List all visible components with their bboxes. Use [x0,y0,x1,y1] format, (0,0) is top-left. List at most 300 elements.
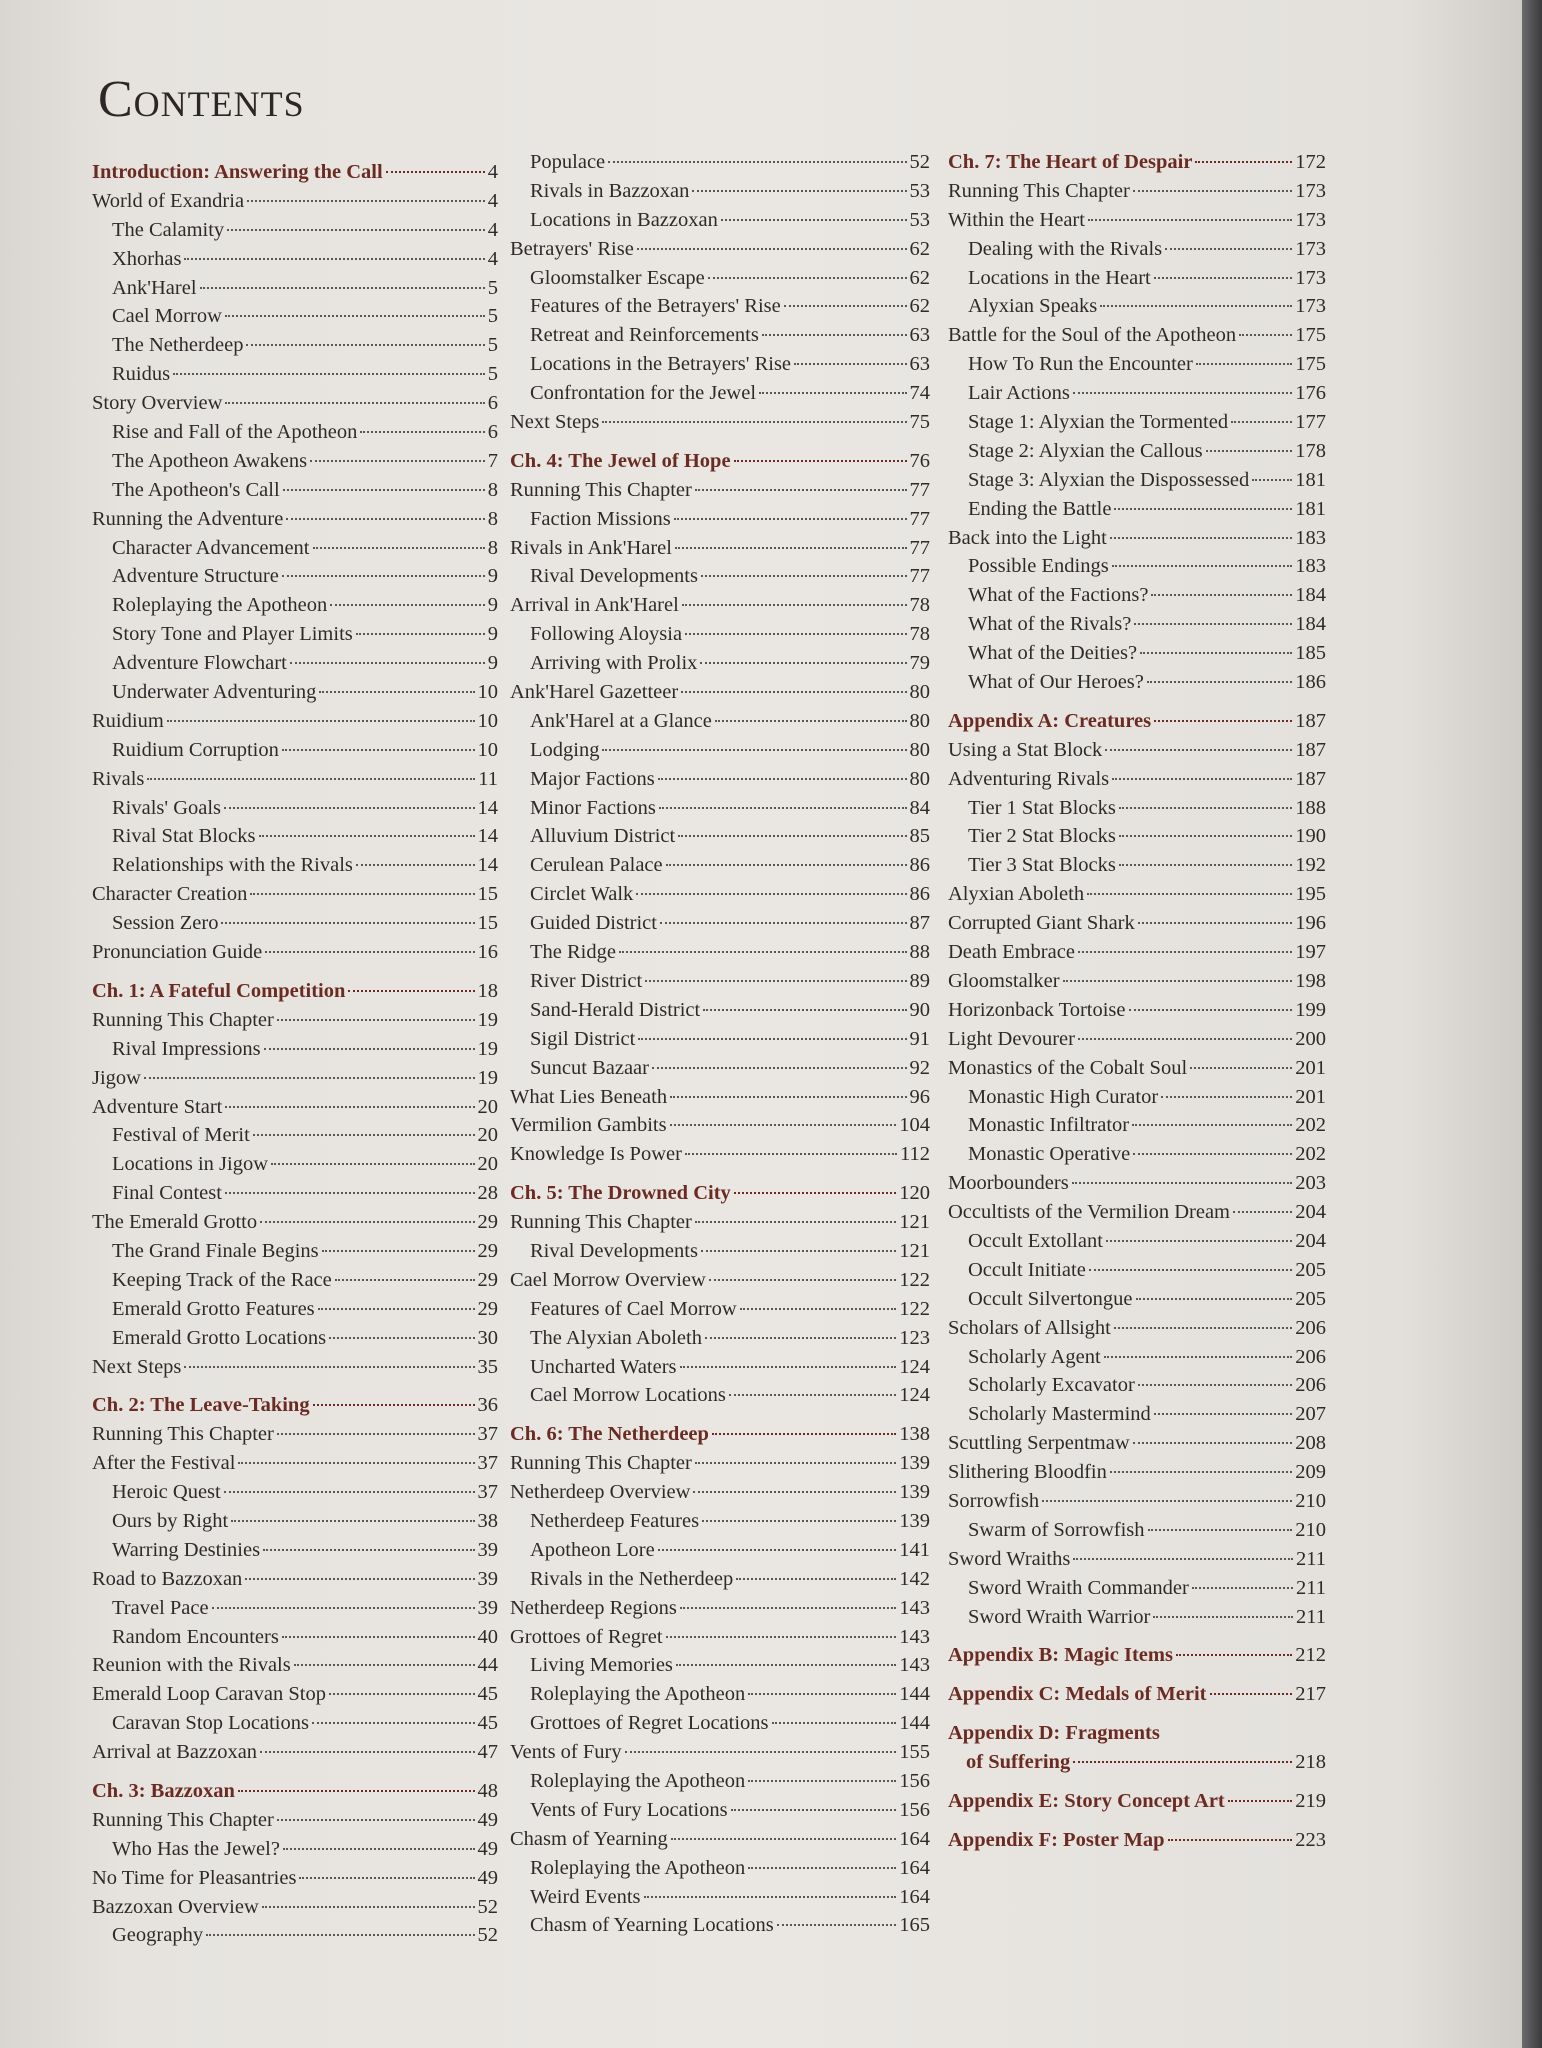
toc-page-number: 15 [477,883,498,906]
toc-entry-title: Betrayers' Rise [510,237,634,260]
toc-page-number: 211 [1296,1576,1326,1599]
toc-entry-title: Monastic Infiltrator [968,1114,1130,1137]
toc-entry-title: Stage 1: Alyxian the Tormented [968,411,1229,434]
toc-entry-title: Story Tone and Player Limits [112,623,353,646]
toc-entry-title: Weird Events [530,1885,641,1908]
toc-page-number: 96 [909,1085,930,1108]
toc-entry-title: Arrival at Bazzoxan [92,1741,258,1764]
dot-leader [1233,1211,1292,1213]
toc-page-number: 223 [1295,1828,1326,1851]
dot-leader [206,1934,474,1936]
toc-entry-title: Ch. 4: The Jewel of Hope [510,449,731,472]
toc-entry-title: Major Factions [530,767,655,790]
toc-entry-title: Occultists of the Vermilion Dream [948,1201,1231,1224]
toc-entry-title: Story Overview [92,392,223,415]
toc-page-number: 39 [477,1538,498,1561]
toc-entry [948,1545,1326,1574]
toc-entry-title: Emerald Grotto Locations [112,1326,327,1349]
toc-entry-title: Character Creation [92,883,248,906]
toc-page-number: 10 [477,681,498,704]
toc-page-number: 20 [477,1095,498,1118]
toc-entry [92,331,498,360]
toc-entry [510,206,930,235]
toc-entry-title: Adventuring Rivals [948,767,1110,790]
toc-page-number: 10 [477,738,498,761]
toc-entry-title: Random Encounters [112,1625,279,1648]
toc-entry [510,562,930,591]
dot-leader [1073,1761,1292,1763]
toc-page-number: 188 [1295,796,1326,819]
toc-page-number: 181 [1295,468,1326,491]
toc-entry [92,447,498,476]
dot-leader [1114,1327,1292,1329]
toc-entry [510,736,930,765]
dot-leader [294,1664,475,1666]
toc-entry-title: Introduction: Answering the Call [92,161,383,183]
toc-entry [92,1093,498,1122]
toc-page-number: 177 [1295,411,1326,434]
toc-entry [948,437,1326,466]
toc-entry-title: Rivals in Bazzoxan [530,179,690,202]
toc-entry-title: Locations in the Betrayers' Rise [530,353,792,376]
dot-leader [658,1549,897,1551]
dot-leader [1073,392,1292,394]
toc-entry [948,967,1326,996]
toc-page-number: 37 [477,1423,498,1446]
toc-page-number: 201 [1295,1056,1326,1079]
toc-entry [92,1295,498,1324]
toc-page-number: 18 [477,979,498,1002]
dot-leader [721,219,907,221]
toc-page-number: 45 [477,1683,498,1706]
toc-entry-title: Features of Cael Morrow [530,1297,737,1320]
dot-leader [1073,1558,1293,1560]
toc-entry [948,1083,1326,1112]
toc-entry-title: Ank'Harel at a Glance [530,709,712,732]
toc-page-number: 8 [487,507,498,530]
toc-entry-title: Cael Morrow Overview [510,1268,706,1291]
dot-leader [670,1124,897,1126]
toc-page-number: 5 [487,305,498,328]
toc-entry-title: Knowledge Is Power [510,1143,682,1166]
toc-page-number: 49 [477,1866,498,1889]
dot-leader [681,691,906,693]
toc-entry-title: Bazzoxan Overview [92,1895,259,1918]
toc-entry-title: Session Zero [112,912,219,935]
toc-entry [92,360,498,389]
toc-page-number: 52 [909,151,930,173]
toc-entry-title: Occult Extollant [968,1229,1103,1252]
toc-entry-title: Horizonback Tortoise [948,998,1126,1021]
toc-entry-title: Heroic Quest [112,1481,221,1504]
toc-page-number: 175 [1295,324,1326,347]
toc-page-number: 122 [899,1297,930,1320]
toc-entry-title: Light Devourer [948,1027,1075,1050]
dot-leader [682,604,907,606]
dot-leader [794,363,906,365]
toc-entry [510,1054,930,1083]
toc-entry [92,1806,498,1835]
toc-entry [92,187,498,216]
toc-entry [510,1709,930,1738]
toc-entry-title: Travel Pace [112,1596,209,1619]
toc-entry [948,668,1326,697]
dot-leader [645,980,906,982]
dot-leader [1105,749,1292,751]
dot-leader [1110,537,1292,539]
dot-leader [313,547,485,549]
toc-page-number: 156 [899,1769,930,1792]
dot-leader [762,334,907,336]
toc-entry [948,1285,1326,1314]
toc-entry [510,1353,930,1382]
toc-entry [510,1266,930,1295]
toc-page-number: 187 [1295,709,1326,732]
toc-page-number: 142 [899,1567,930,1590]
dot-leader [1165,248,1292,250]
toc-page-number: 211 [1296,1547,1326,1570]
toc-entry [948,524,1326,553]
toc-entry [92,418,498,447]
dot-leader [147,778,475,780]
dot-leader [1133,190,1292,192]
toc-page-number: 209 [1295,1461,1326,1484]
toc-entry-title: Monastics of the Cobalt Soul [948,1056,1188,1079]
toc-page-number: 181 [1295,497,1326,520]
dot-leader [731,1809,897,1811]
toc-page-number: 121 [899,1211,930,1234]
toc-page-number: 8 [487,478,498,501]
toc-entry [948,1487,1326,1516]
toc-entry-title: Appendix F: Poster Map [948,1828,1165,1851]
toc-page-number: 206 [1295,1316,1326,1339]
dot-leader [263,1549,474,1551]
toc-entry-title: Gloomstalker Escape [530,266,705,289]
dot-leader [322,1250,475,1252]
dot-leader [702,1520,896,1522]
toc-entry-title: Chasm of Yearning [510,1827,668,1850]
toc-entry [92,678,498,707]
toc-entry [510,534,930,563]
toc-entry-title: Occult Silvertongue [968,1287,1133,1310]
toc-page-number: 175 [1295,353,1326,376]
toc-page-number: 77 [909,507,930,530]
toc-chapter-entry [948,1787,1326,1816]
toc-entry [92,1921,498,1950]
toc-entry [948,1227,1326,1256]
toc-page-number: 29 [477,1211,498,1234]
toc-page-number: 4 [487,161,498,183]
dot-leader [1252,479,1292,481]
dot-leader [700,662,906,664]
toc-entry [510,1111,930,1140]
dot-leader [319,691,474,693]
toc-page-number: 196 [1295,912,1326,935]
toc-entry-title: of Suffering [966,1751,1071,1774]
toc-entry [510,476,930,505]
toc-entry [92,1266,498,1295]
toc-entry [948,264,1326,293]
toc-entry-title: Next Steps [92,1355,182,1378]
dot-leader [1087,893,1292,895]
toc-entry-title: Ch. 5: The Drowned City [510,1182,731,1205]
toc-entry [92,1064,498,1093]
toc-entry-title: Rival Developments [530,1239,698,1262]
dot-leader [1112,778,1292,780]
toc-entry-title: Rival Developments [530,565,698,588]
toc-page-number: 14 [477,854,498,877]
toc-entry [948,552,1326,581]
toc-page-number: 122 [899,1268,930,1291]
toc-entry [510,292,930,321]
dot-leader [695,489,907,491]
toc-entry [92,476,498,505]
dot-leader [277,1433,475,1435]
toc-chapter-entry [948,148,1326,177]
toc-entry-title: Death Embrace [948,941,1075,964]
toc-page-number: 173 [1295,237,1326,260]
dot-leader [286,518,484,520]
toc-page-number: 76 [909,449,930,472]
dot-leader [619,951,907,953]
toc-page-number: 74 [909,382,930,405]
toc-page-number: 187 [1295,767,1326,790]
toc-entry-title: Suncut Bazaar [530,1056,649,1079]
toc-entry-title: Scholarly Excavator [968,1374,1135,1397]
dot-leader [1088,219,1292,221]
toc-entry [948,235,1326,264]
dot-leader [666,1636,897,1638]
toc-entry [510,851,930,880]
dot-leader [1119,807,1292,809]
toc-entry-title: What of Our Heroes? [968,671,1144,694]
dot-leader [670,1096,906,1098]
toc-entry [92,736,498,765]
toc-page-number: 14 [477,825,498,848]
toc-page-number: 20 [477,1153,498,1176]
toc-entry-title: Chasm of Yearning Locations [530,1914,774,1937]
toc-page-number: 49 [477,1837,498,1860]
dot-leader [1154,1413,1292,1415]
dot-leader [734,1192,896,1194]
toc-entry-title: Cerulean Palace [530,854,663,877]
toc-page-number: 173 [1295,208,1326,231]
dot-leader [660,922,907,924]
toc-entry [92,1121,498,1150]
toc-entry [948,177,1326,206]
dot-leader [1138,922,1293,924]
toc-entry-title: Ank'Harel [112,276,197,299]
dot-leader [329,1693,475,1695]
dot-leader [238,1790,475,1792]
toc-page-number: 85 [909,825,930,848]
toc-entry [92,1651,498,1680]
toc-entry [948,1458,1326,1487]
toc-entry-title: The Grand Finale Begins [112,1239,319,1262]
dot-leader [200,287,485,289]
toc-entry-title: Ch. 1: A Fateful Competition [92,979,346,1002]
toc-page-number: 4 [487,247,498,270]
toc-entry-title: Ch. 2: The Leave-Taking [92,1394,310,1417]
dot-leader [701,1250,896,1252]
toc-column-3 [948,148,1326,1855]
toc-entry-title: Sword Wraiths [948,1547,1071,1570]
toc-entry-title: The Emerald Grotto [92,1211,258,1234]
toc-page-number: 4 [487,218,498,241]
dot-leader [225,402,484,404]
toc-entry [510,967,930,996]
toc-entry-title: Circlet Walk [530,883,634,906]
toc-entry-title: Within the Heart [948,208,1085,231]
toc-page-number: 195 [1295,883,1326,906]
toc-entry [92,274,498,303]
dot-leader [777,1924,897,1926]
toc-page-number: 62 [909,266,930,289]
toc-chapter-entry [948,1719,1326,1748]
toc-entry [510,177,930,206]
toc-page-number: 204 [1295,1229,1326,1252]
toc-page-number: 200 [1295,1027,1326,1050]
dot-leader [318,1308,475,1310]
dot-leader [225,1106,474,1108]
toc-column-1 [92,148,498,1950]
toc-chapter-entry [948,1826,1326,1855]
toc-entry [92,938,498,967]
toc-entry-title: No Time for Pleasantries [92,1866,297,1889]
toc-entry-title: Tier 3 Stat Blocks [968,854,1116,877]
dot-leader [1078,1038,1292,1040]
toc-entry-title: Confrontation for the Jewel [530,382,757,405]
toc-page-number: 6 [487,421,498,444]
dot-leader [283,1848,475,1850]
toc-entry-title: Arrival in Ank'Harel [510,594,679,617]
toc-entry [92,1006,498,1035]
toc-page-number: 15 [477,912,498,935]
toc-page-number: 10 [477,709,498,732]
toc-entry [948,1111,1326,1140]
dot-leader [1100,305,1292,307]
dot-leader [1072,1182,1293,1184]
dot-leader [184,1366,474,1368]
dot-leader [602,749,906,751]
toc-entry [948,379,1326,408]
toc-entry [948,880,1326,909]
toc-page-number: 20 [477,1124,498,1147]
toc-chapter-entry [948,1680,1326,1709]
toc-page-number: 139 [899,1452,930,1475]
toc-entry-title: Scholarly Agent [968,1345,1101,1368]
toc-entry-title: Sword Wraith Warrior [968,1605,1151,1628]
dot-leader [692,190,906,192]
toc-entry [92,1680,498,1709]
dot-leader [1063,980,1293,982]
toc-entry [92,216,498,245]
toc-entry [948,938,1326,967]
toc-entry-title: Minor Factions [530,796,656,819]
toc-entry-title: What of the Factions? [968,584,1149,607]
toc-entry-title: Battle for the Soul of the Apotheon [948,324,1237,347]
toc-entry-title: Retreat and Reinforcements [530,324,759,347]
toc-entry [510,938,930,967]
toc-entry [510,996,930,1025]
toc-entry [510,1680,930,1709]
dot-leader [1231,421,1292,423]
dot-leader [608,161,906,163]
toc-page-number: 207 [1295,1403,1326,1426]
dot-leader [277,1019,475,1021]
toc-entry-title: Locations in Jigow [112,1153,269,1176]
dot-leader [313,1404,475,1406]
toc-page-number: 206 [1295,1374,1326,1397]
toc-entry [948,321,1326,350]
toc-entry-title: Festival of Merit [112,1124,250,1147]
toc-page-number: 156 [899,1798,930,1821]
toc-entry-title: Occult Initiate [968,1258,1086,1281]
toc-entry-title: Sorrowfish [948,1489,1040,1512]
toc-entry [510,1536,930,1565]
toc-entry [510,235,930,264]
toc-entry [92,562,498,591]
toc-entry-title: Rivals' Goals [112,796,222,819]
toc-page-number: 28 [477,1182,498,1205]
toc-chapter-entry [92,158,498,187]
toc-entry [92,909,498,938]
toc-page-number: 88 [909,941,930,964]
toc-page-number: 144 [899,1712,930,1735]
toc-entry-title: Appendix D: Fragments [948,1722,1160,1745]
dot-leader [1114,508,1292,510]
toc-entry-title: Slithering Bloodfin [948,1461,1107,1484]
toc-page-number: 80 [909,738,930,761]
dot-leader [652,1067,907,1069]
toc-page-number: 185 [1295,642,1326,665]
toc-entry-title: Monastic Operative [968,1143,1131,1166]
toc-page-number: 40 [477,1625,498,1648]
toc-entry [510,765,930,794]
toc-entry [92,1893,498,1922]
dot-leader [1176,1654,1292,1656]
toc-entry [510,1295,930,1324]
dot-leader [386,171,485,173]
toc-entry [510,1208,930,1237]
dot-leader [1147,681,1292,683]
toc-entry [510,707,930,736]
toc-entry [948,1054,1326,1083]
toc-entry [948,610,1326,639]
toc-entry-title: Final Contest [112,1182,222,1205]
toc-entry [92,245,498,274]
toc-entry-title: Running the Adventure [92,507,284,530]
toc-entry-title: Ending the Battle [968,497,1112,520]
toc-entry-title: Adventure Structure [112,565,279,588]
toc-page-number: 29 [477,1268,498,1291]
dot-leader [167,720,475,722]
toc-entry [948,736,1326,765]
toc-entry-title: What Lies Beneath [510,1085,668,1108]
toc-entry [948,581,1326,610]
toc-entry-title: Alyxian Aboleth [948,883,1085,906]
toc-page-number: 192 [1295,854,1326,877]
toc-page-number: 165 [899,1914,930,1937]
toc-entry [510,1478,930,1507]
toc-entry [92,534,498,563]
toc-entry-title: Rivals in the Netherdeep [530,1567,734,1590]
toc-page-number: 212 [1295,1644,1326,1667]
toc-page-number: 9 [487,565,498,588]
toc-entry [948,1343,1326,1372]
toc-entry-title: Arriving with Prolix [530,652,698,675]
toc-page-number: 35 [477,1355,498,1378]
